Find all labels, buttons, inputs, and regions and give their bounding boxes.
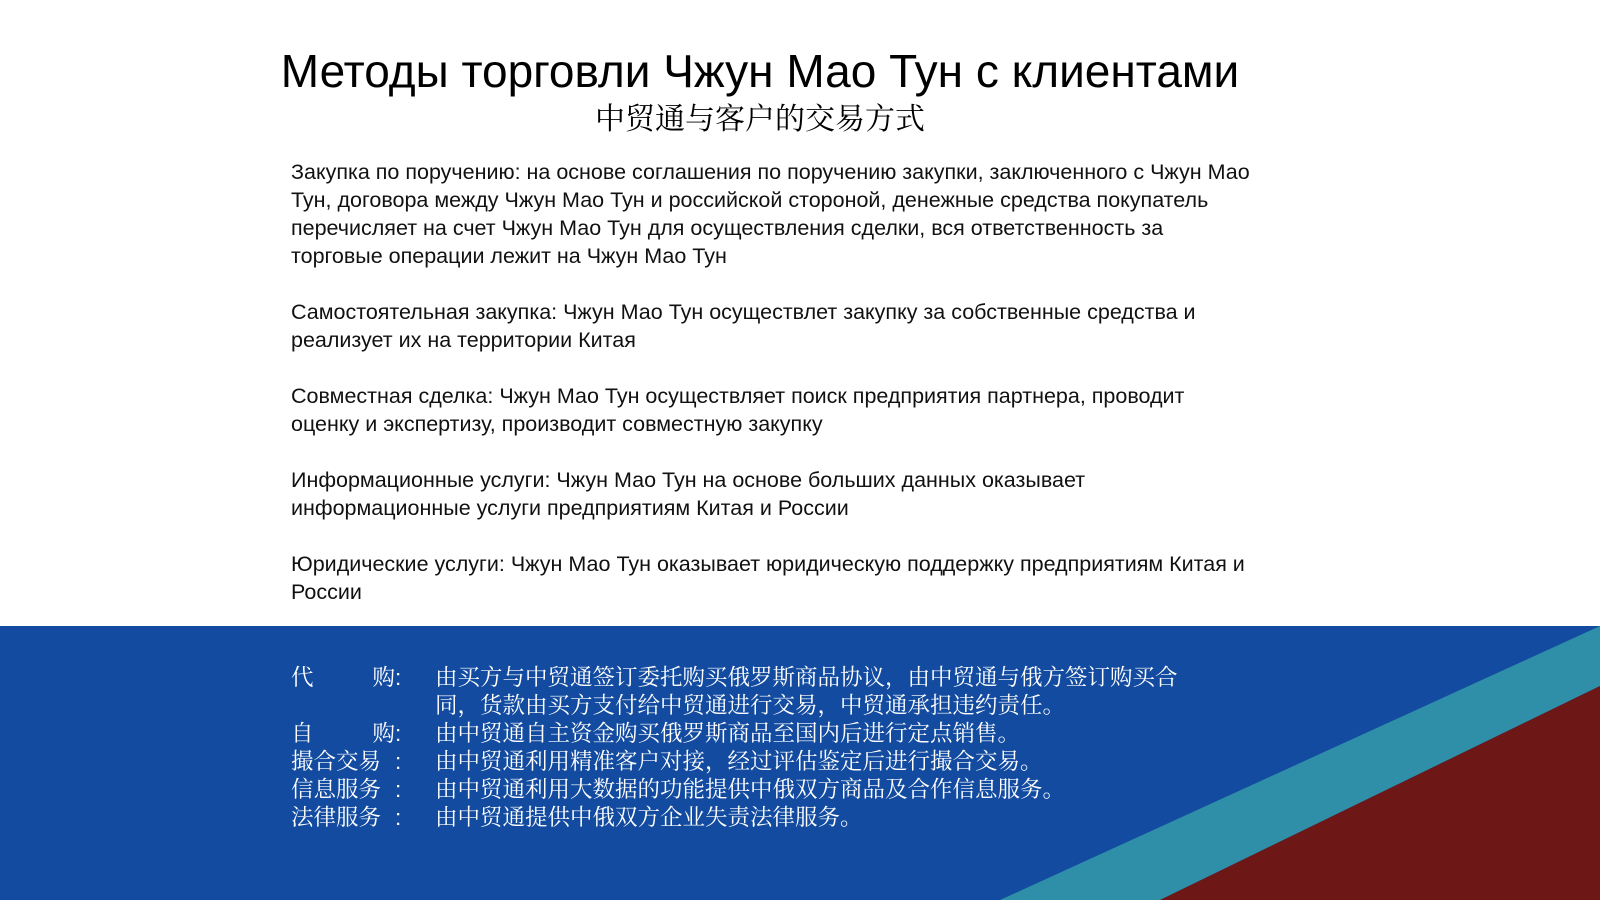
method-ru-joint-deal: Совместная сделка: Чжун Мао Тун осуществляет поиск предприятия партнера, проводит оценку и экспертизу, производит совместную закупку — [291, 384, 1185, 436]
method-cn-row — [291, 804, 1195, 832]
method-cn-term: 自 购 — [291, 721, 395, 746]
methods-cn-list — [291, 664, 1195, 832]
method-cn-term: 撮合交易 — [291, 749, 382, 774]
slide-title: Методы торговли Чжун Мао Тун с клиентами — [280, 45, 1240, 97]
method-cn-text: 由中贸通提供中俄双方企业失责法律服务。 — [435, 805, 863, 830]
method-cn-text: 由中贸通自主资金购买俄罗斯商品至国内后进行定点销售。 — [435, 721, 1021, 746]
methods-ru-list — [291, 158, 1251, 634]
method-cn-colon: : — [395, 777, 402, 802]
method-cn-term: 代 购 — [291, 665, 395, 690]
method-cn-row — [291, 720, 1195, 748]
method-cn-row — [291, 776, 1195, 804]
method-cn-text: 由中贸通利用精准客户对接，经过评估鉴定后进行撮合交易。 — [435, 749, 1043, 774]
method-cn-text: 由中贸通利用大数据的功能提供中俄双方商品及合作信息服务。 — [435, 777, 1066, 802]
method-cn-term: 信息服务 — [291, 777, 382, 802]
method-cn-row — [291, 664, 1195, 720]
slide-subtitle: 中贸通与客户的交易方式 — [595, 103, 925, 136]
method-cn-colon: : — [395, 805, 402, 830]
method-cn-row — [291, 748, 1195, 776]
method-ru-legal-services: Юридические услуги: Чжун Мао Тун оказывает юридическую поддержку предприятиям Китая и России — [291, 552, 1245, 604]
method-cn-term: 法律服务 — [291, 805, 382, 830]
method-cn-colon: : — [395, 749, 402, 774]
method-cn-text: 由买方与中贸通签订委托购买俄罗斯商品协议，由中贸通与俄方签订购买合同，货款由买方支付给中贸通进行交易，中贸通承担违约责任。 — [435, 665, 1178, 718]
method-cn-colon: : — [395, 665, 402, 690]
method-ru-info-services: Информационные услуги: Чжун Мао Тун на основе больших данных оказывает информационные услуги предприятиям Китая и России — [291, 468, 1086, 520]
method-cn-colon: : — [395, 721, 402, 746]
method-ru-own-purchase: Самостоятельная закупка: Чжун Мао Тун осуществлет закупку за собственные средства и реализует их на территории Китая — [291, 300, 1196, 352]
method-ru-commission: Закупка по поручению: на основе соглашения по поручению закупки, заключенного с Чжун Мао Тун, договора между Чжун Мао Тун и российской стороной, денежные средства покупатель перечисляет на счет Чжун Мао Тун для осуществления сделки, вся ответственность за торговые операции лежит на Чжун Мао Тун — [291, 160, 1250, 268]
